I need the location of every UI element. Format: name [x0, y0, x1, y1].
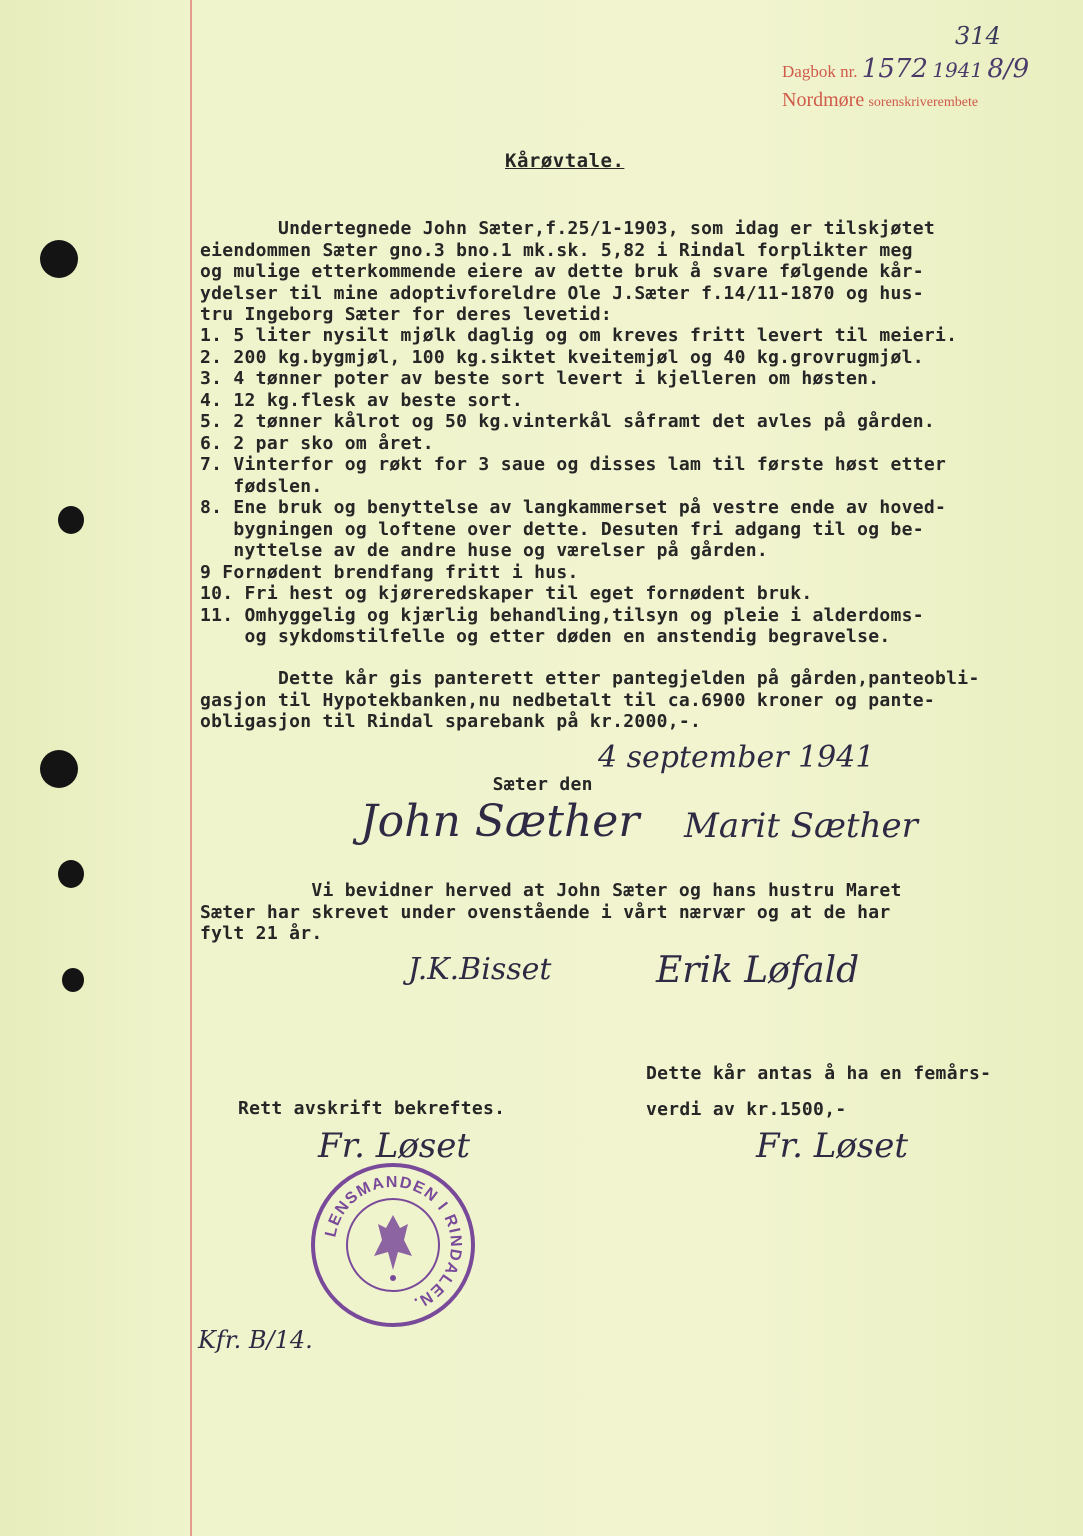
witness-line: Vi bevidner herved at John Sæter og hans hustru Maret: [200, 880, 902, 901]
seal-emblem-icon: [374, 1215, 412, 1281]
margin-note: Kfr. B/14.: [198, 1326, 313, 1354]
obligation-item: bygningen og loftene over dette. Desuten fri adgang til og be-: [200, 518, 924, 540]
witness-line: Sæter har skrevet under ovenstående i vårt nærvær og at de har: [200, 901, 891, 923]
security-line: gasjon til Hypotekbanken,nu nedbetalt til ca.6900 kroner og pante-: [200, 689, 936, 711]
obligation-item: 4. 12 kg.flesk av beste sort.: [200, 389, 523, 411]
witness-line: fylt 21 år.: [200, 923, 323, 944]
security-paragraph: [200, 668, 980, 733]
obligation-item: 3. 4 tønner poter av beste sort levert i kjelleren om høsten.: [200, 368, 880, 389]
punch-hole: [62, 968, 84, 992]
obligation-item: 11. Omhyggelig og kjærlig behandling,tilsyn og pleie i alderdoms-: [200, 604, 924, 626]
office-suffix: sorenskriverembete: [868, 95, 979, 110]
dagbok-year: 1941: [932, 58, 984, 82]
dagbok-number: 1572: [861, 54, 928, 84]
obligation-item: 9 Fornødent brendfang fritt i hus.: [200, 561, 579, 583]
obligation-item: 1. 5 liter nysilt mjølk daglig og om kreves fritt levert til meieri.: [200, 325, 958, 346]
punch-hole: [58, 506, 84, 534]
place-date-handwritten: 4 september 1941: [598, 740, 875, 775]
dagbok-label: Dagbok nr.: [782, 62, 858, 81]
seal-text: LENSMANDEN I RINDALEN.: [322, 1173, 465, 1312]
signature-witness-1: J.K.Bisset: [408, 952, 552, 987]
intro-line: og mulige etterkommende eiere av dette bruk å svare følgende kår-: [200, 261, 924, 282]
intro-line: eiendommen Sæter gno.3 bno.1 mk.sk. 5,82 i Rindal forplikter meg: [200, 239, 913, 261]
intro-line: Undertegnede John Sæter,f.25/1-1903, som idag er tilskjøtet: [200, 218, 936, 239]
obligation-item: 10. Fri hest og kjøreredskaper til eget fornødent bruk.: [200, 583, 813, 604]
page-number: 314: [955, 22, 1001, 50]
obligation-item: og sykdomstilfelle og etter døden en anstendig begravelse.: [200, 626, 891, 647]
obligation-item: 7. Vinterfor og røkt for 3 saue og disses lam til første høst etter: [200, 454, 947, 475]
obligation-item: 6. 2 par sko om året.: [200, 432, 434, 454]
margin-line: [190, 0, 192, 1536]
obligations-list: [200, 325, 957, 648]
witness-paragraph: [200, 880, 902, 945]
valuation-line: Dette kår antas å ha en femårs-: [646, 1063, 992, 1084]
certification-text: Rett avskrift bekreftes.: [238, 1098, 506, 1119]
obligation-item: nyttelse av de andre huse og værelser på gården.: [200, 540, 768, 561]
security-line: obligasjon til Rindal sparebank på kr.2000,-.: [200, 711, 702, 732]
dagbok-date: 8/9: [987, 54, 1030, 84]
punch-hole: [40, 240, 78, 278]
punch-hole: [40, 750, 78, 788]
valuation-text: [646, 1056, 991, 1128]
intro-line: ydelser til mine adoptivforeldre Ole J.Sæter f.14/11-1870 og hus-: [200, 282, 924, 304]
office-name: Nordmøre: [782, 89, 865, 111]
intro-line: tru Ingeborg Sæter for deres levetid:: [200, 304, 613, 325]
obligation-item: 2. 200 kg.bygmjøl, 100 kg.siktet kveitemjøl og 40 kg.grovrugmjøl.: [200, 346, 924, 368]
signature-marit: Marit Sæther: [684, 806, 918, 846]
valuation-line: verdi av kr.1500,-: [646, 1099, 847, 1120]
signature-certifier-2: Fr. Løset: [756, 1126, 909, 1166]
registry-stamp: [782, 55, 1029, 117]
punch-hole: [58, 860, 84, 888]
obligation-item: fødslen.: [200, 475, 323, 497]
signature-certifier-1: Fr. Løset: [318, 1126, 471, 1166]
document-title: Kårøvtale.: [505, 150, 625, 172]
signature-john: John Sæther: [360, 796, 640, 847]
obligation-item: 8. Ene bruk og benyttelse av langkammerset på vestre ende av hoved-: [200, 497, 947, 518]
security-line: Dette kår gis panterett etter pantegjelden på gården,panteobli-: [200, 668, 980, 689]
signature-witness-2: Erik Løfald: [656, 950, 860, 991]
obligation-item: 5. 2 tønner kålrot og 50 kg.vinterkål såframt det avles på gården.: [200, 411, 936, 432]
place-date-printed: Sæter den: [492, 773, 593, 795]
intro-paragraph: [200, 218, 935, 326]
lensmann-seal: [308, 1160, 478, 1330]
